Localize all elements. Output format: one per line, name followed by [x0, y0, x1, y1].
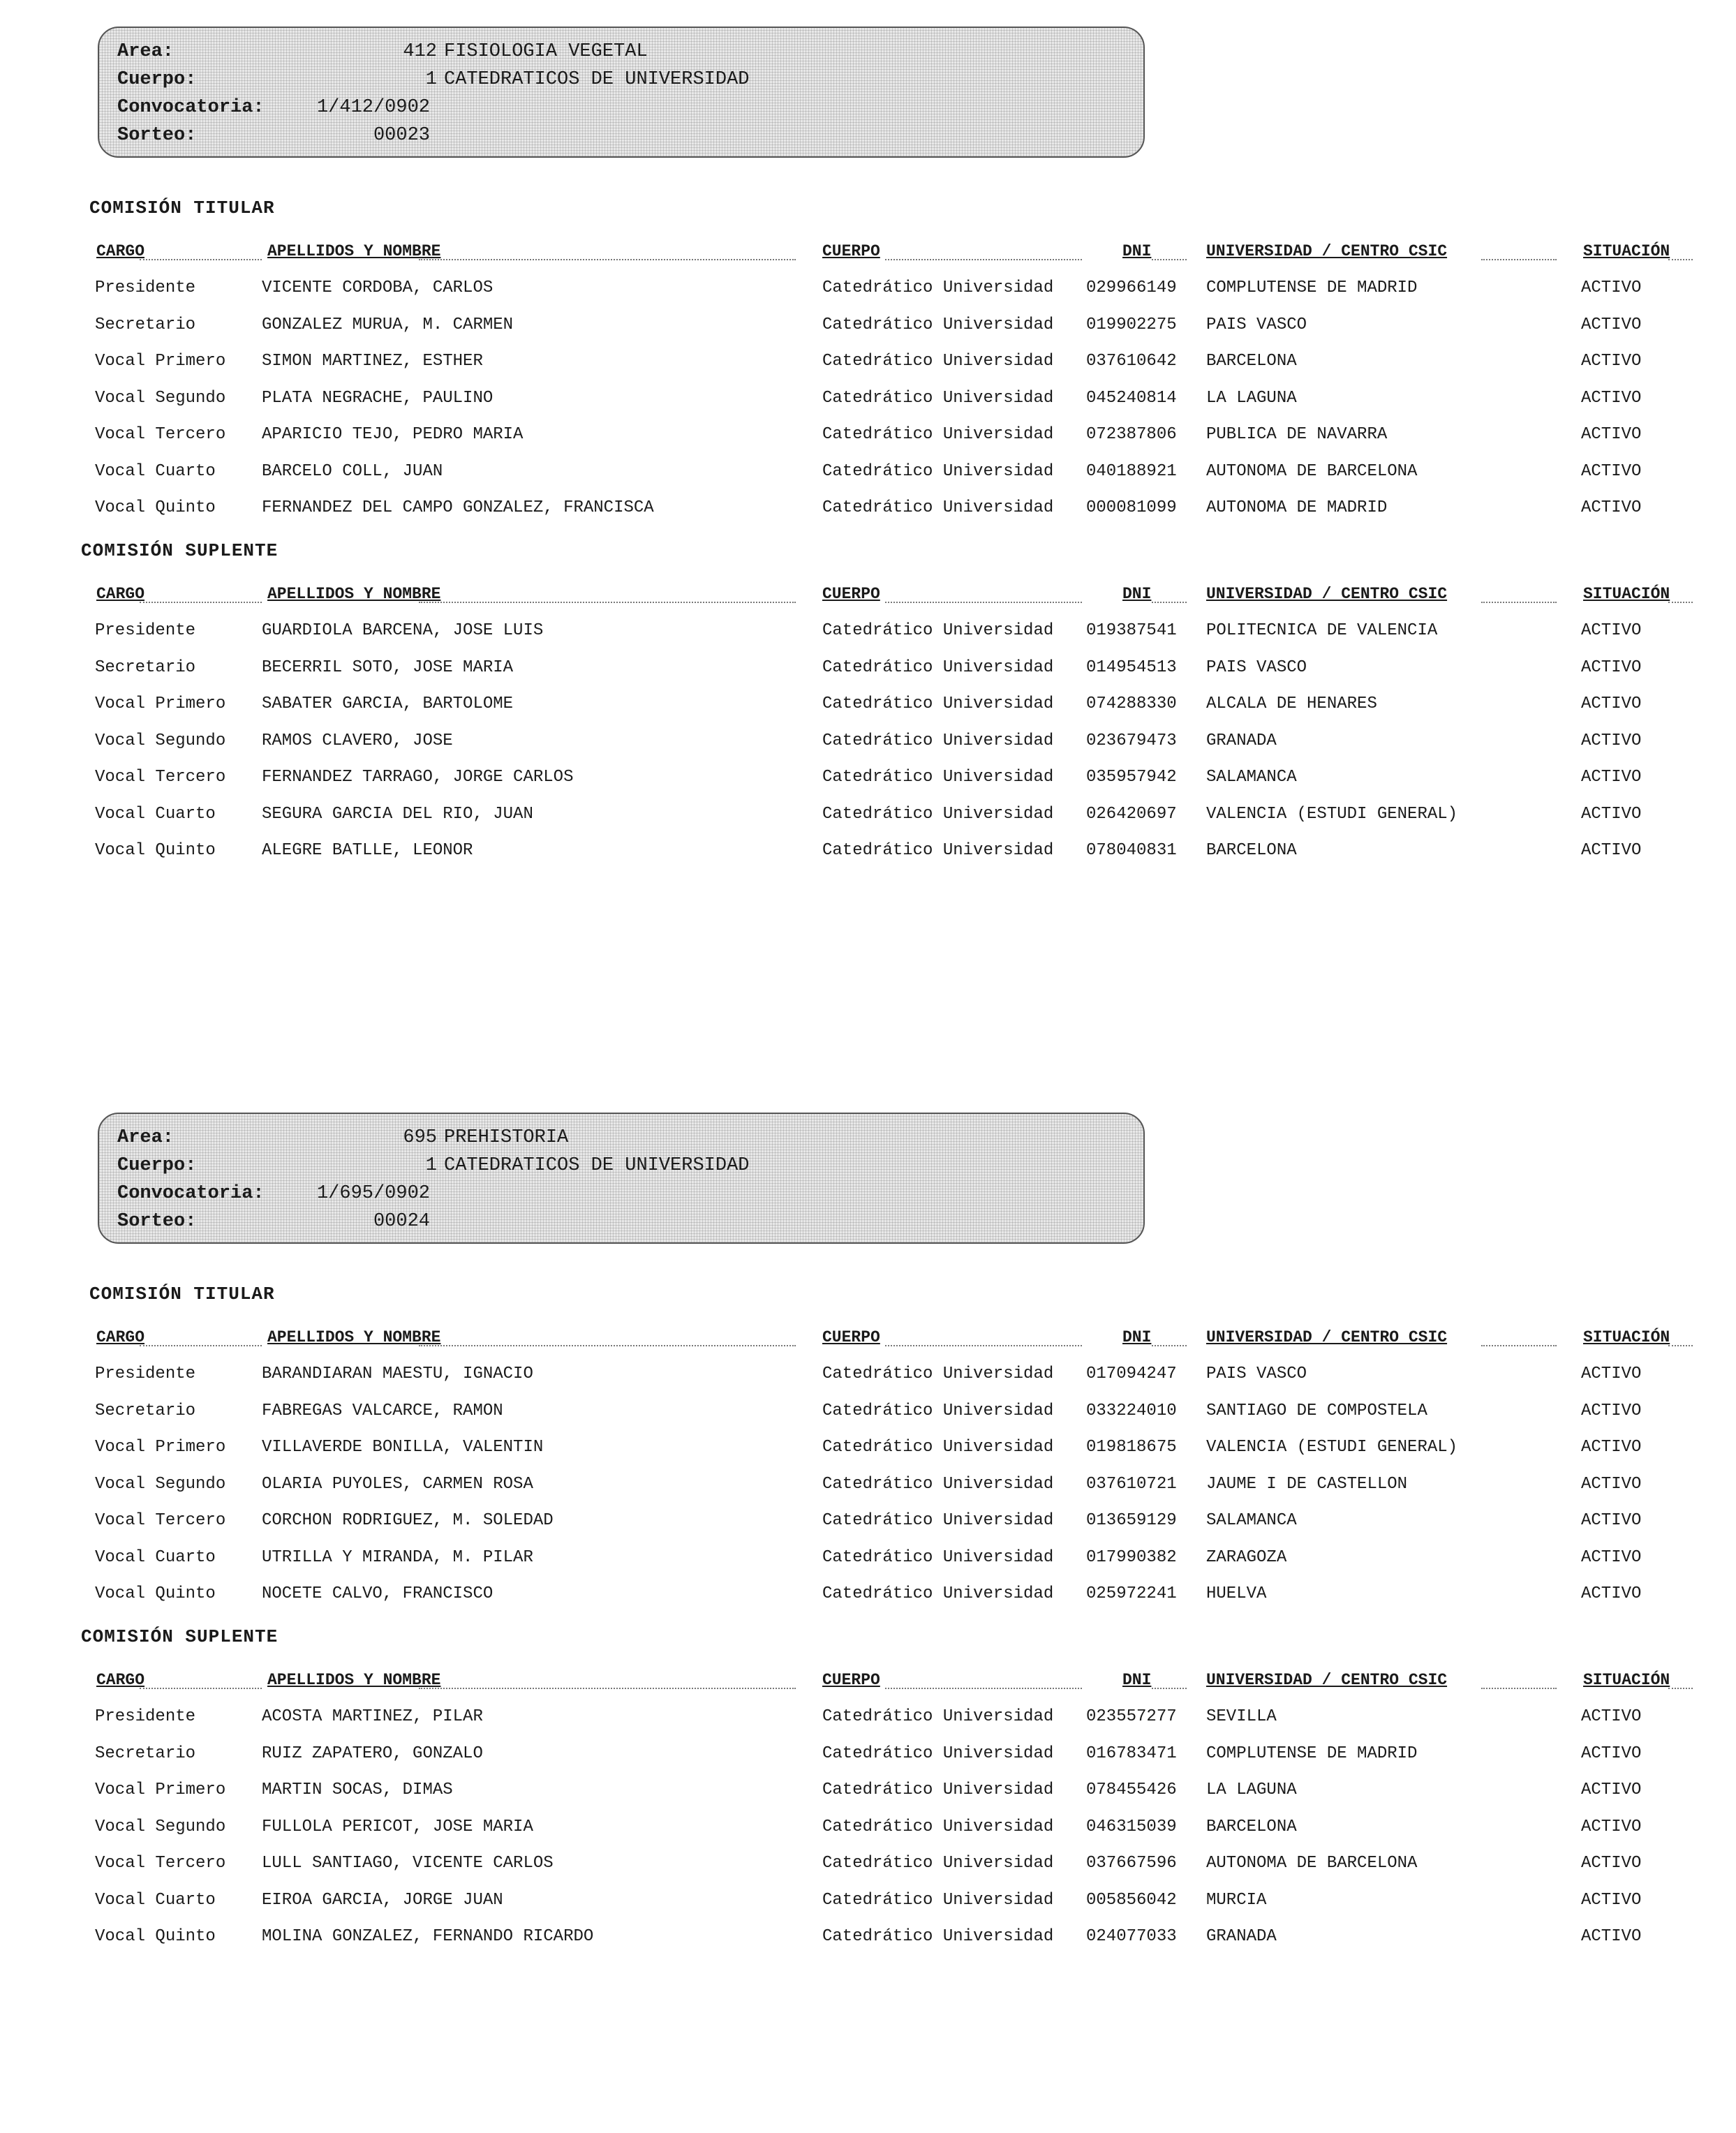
- convocatoria-header-row: [117, 1180, 1122, 1207]
- cell-dni: 017094247: [1086, 1365, 1177, 1383]
- cell-cuerpo: Catedrático Universidad: [822, 1438, 1054, 1457]
- cell-cargo: Vocal Tercero: [95, 1854, 226, 1873]
- cell-universidad: SALAMANCA: [1206, 768, 1297, 787]
- cell-cuerpo: Catedrático Universidad: [822, 804, 1054, 824]
- cell-dni: 017990382: [1086, 1547, 1177, 1567]
- header-leader-dots: [885, 602, 1082, 603]
- column-header-dni: DNI: [1122, 1328, 1152, 1346]
- column-header-universidad: UNIVERSIDAD / CENTRO CSIC: [1206, 1328, 1448, 1346]
- cell-nombre: VICENTE CORDOBA, CARLOS: [262, 278, 494, 297]
- cell-cuerpo: Catedrático Universidad: [822, 1707, 1054, 1726]
- comision-titular-title: COMISIÓN TITULAR: [89, 1284, 275, 1305]
- cell-universidad: GRANADA: [1206, 731, 1277, 750]
- cell-universidad: SALAMANCA: [1206, 1511, 1297, 1530]
- convocatoria-block: [0, 0, 1736, 1047]
- cell-nombre: EIROA GARCIA, JORGE JUAN: [262, 1890, 503, 1910]
- sorteo-value: 00024: [373, 1211, 430, 1232]
- cell-cargo: Secretario: [95, 1744, 196, 1763]
- header-leader-dots: [1481, 259, 1557, 260]
- column-header-dni: DNI: [1122, 1671, 1152, 1689]
- cell-universidad: JAUME I DE CASTELLON: [1206, 1474, 1408, 1494]
- column-header-situacion: SITUACIÓN: [1583, 242, 1670, 260]
- area-label: Area:: [117, 41, 175, 62]
- column-header-nombre: APELLIDOS Y NOMBRE: [267, 242, 441, 260]
- convocatoria-value: 1/412/0902: [316, 97, 430, 118]
- cell-cargo: Vocal Segundo: [95, 1817, 226, 1836]
- cell-situacion: ACTIVO: [1581, 731, 1642, 750]
- cell-cuerpo: Catedrático Universidad: [822, 1890, 1054, 1910]
- cell-nombre: ALEGRE BATLLE, LEONOR: [262, 841, 473, 860]
- cell-nombre: SABATER GARCIA, BARTOLOME: [262, 694, 514, 713]
- cell-nombre: BARCELO COLL, JUAN: [262, 461, 443, 481]
- header-leader-dots: [1668, 259, 1693, 260]
- cell-cuerpo: Catedrático Universidad: [822, 1365, 1054, 1383]
- cell-cuerpo: Catedrático Universidad: [822, 694, 1054, 713]
- cell-cargo: Presidente: [95, 621, 196, 640]
- cell-nombre: FULLOLA PERICOT, JOSE MARIA: [262, 1817, 533, 1836]
- cell-situacion: ACTIVO: [1581, 1707, 1642, 1726]
- column-header-universidad: UNIVERSIDAD / CENTRO CSIC: [1206, 585, 1448, 603]
- cell-situacion: ACTIVO: [1581, 1890, 1642, 1910]
- cell-situacion: ACTIVO: [1581, 425, 1642, 444]
- cell-cargo: Vocal Primero: [95, 352, 226, 371]
- header-leader-dots: [1152, 259, 1187, 260]
- header-leader-dots: [419, 1688, 796, 1689]
- cell-dni: 016783471: [1086, 1744, 1177, 1763]
- cell-nombre: MOLINA GONZALEZ, FERNANDO RICARDO: [262, 1927, 594, 1946]
- cell-situacion: ACTIVO: [1581, 621, 1642, 640]
- cuerpo-header-row: [117, 66, 1122, 94]
- cell-nombre: FABREGAS VALCARCE, RAMON: [262, 1401, 503, 1420]
- cell-cuerpo: Catedrático Universidad: [822, 425, 1054, 444]
- cell-dni: 046315039: [1086, 1817, 1177, 1836]
- cell-situacion: ACTIVO: [1581, 1817, 1642, 1836]
- cell-dni: 023557277: [1086, 1707, 1177, 1726]
- cell-situacion: ACTIVO: [1581, 1584, 1642, 1603]
- cell-dni: 040188921: [1086, 461, 1177, 481]
- cell-cuerpo: Catedrático Universidad: [822, 1474, 1054, 1494]
- cell-cuerpo: Catedrático Universidad: [822, 1927, 1054, 1946]
- cell-cuerpo: Catedrático Universidad: [822, 278, 1054, 297]
- cell-dni: 045240814: [1086, 388, 1177, 408]
- cell-universidad: PUBLICA DE NAVARRA: [1206, 425, 1388, 444]
- cell-dni: 033224010: [1086, 1401, 1177, 1420]
- cell-universidad: AUTONOMA DE BARCELONA: [1206, 1854, 1418, 1873]
- cell-nombre: GUARDIOLA BARCENA, JOSE LUIS: [262, 621, 544, 640]
- cell-cuerpo: Catedrático Universidad: [822, 1744, 1054, 1763]
- header-leader-dots: [885, 259, 1082, 260]
- cell-universidad: PAIS VASCO: [1206, 1365, 1307, 1383]
- cell-cuerpo: Catedrático Universidad: [822, 768, 1054, 787]
- cell-universidad: GRANADA: [1206, 1927, 1277, 1946]
- cell-nombre: SEGURA GARCIA DEL RIO, JUAN: [262, 804, 533, 824]
- header-leader-dots: [1152, 1688, 1187, 1689]
- cell-cuerpo: Catedrático Universidad: [822, 657, 1054, 677]
- cell-universidad: MURCIA: [1206, 1890, 1267, 1910]
- cell-cargo: Vocal Tercero: [95, 768, 226, 787]
- header-leader-dots: [1481, 602, 1557, 603]
- cell-cuerpo: Catedrático Universidad: [822, 1817, 1054, 1836]
- cell-cuerpo: Catedrático Universidad: [822, 1401, 1054, 1420]
- column-header-cuerpo: CUERPO: [822, 1671, 880, 1689]
- cell-universidad: PAIS VASCO: [1206, 657, 1307, 677]
- cell-nombre: RUIZ ZAPATERO, GONZALO: [262, 1744, 483, 1763]
- column-header-cargo: CARGO: [96, 1328, 145, 1346]
- cell-situacion: ACTIVO: [1581, 768, 1642, 787]
- cell-dni: 037667596: [1086, 1854, 1177, 1873]
- cell-situacion: ACTIVO: [1581, 1744, 1642, 1763]
- cell-universidad: POLITECNICA DE VALENCIA: [1206, 621, 1438, 640]
- cuerpo-value: 1: [425, 1155, 437, 1176]
- header-leader-dots: [1152, 602, 1187, 603]
- cell-cuerpo: Catedrático Universidad: [822, 352, 1054, 371]
- header-leader-dots: [140, 259, 262, 260]
- cell-cargo: Vocal Quinto: [95, 841, 216, 860]
- cell-cargo: Vocal Segundo: [95, 1474, 226, 1494]
- cell-nombre: FERNANDEZ DEL CAMPO GONZALEZ, FRANCISCA: [262, 498, 654, 517]
- cell-dni: 023679473: [1086, 731, 1177, 750]
- cell-nombre: VILLAVERDE BONILLA, VALENTIN: [262, 1438, 544, 1457]
- header-leader-dots: [140, 602, 262, 603]
- header-leader-dots: [885, 1688, 1082, 1689]
- convocatoria-block: [0, 1086, 1736, 2133]
- cell-cargo: Presidente: [95, 278, 196, 297]
- area-header-row: [117, 1124, 1122, 1152]
- cell-cuerpo: Catedrático Universidad: [822, 498, 1054, 517]
- cell-dni: 029966149: [1086, 278, 1177, 297]
- cell-cuerpo: Catedrático Universidad: [822, 461, 1054, 481]
- cell-dni: 035957942: [1086, 768, 1177, 787]
- header-leader-dots: [1152, 1345, 1187, 1346]
- cell-situacion: ACTIVO: [1581, 1438, 1642, 1457]
- area-description: FISIOLOGIA VEGETAL: [444, 41, 648, 62]
- cell-cuerpo: Catedrático Universidad: [822, 388, 1054, 408]
- cell-cargo: Vocal Cuarto: [95, 1547, 216, 1567]
- column-header-situacion: SITUACIÓN: [1583, 1328, 1670, 1346]
- cell-dni: 013659129: [1086, 1511, 1177, 1530]
- cell-situacion: ACTIVO: [1581, 388, 1642, 408]
- cell-nombre: RAMOS CLAVERO, JOSE: [262, 731, 453, 750]
- cell-nombre: FERNANDEZ TARRAGO, JORGE CARLOS: [262, 768, 574, 787]
- cell-universidad: COMPLUTENSE DE MADRID: [1206, 278, 1418, 297]
- cell-situacion: ACTIVO: [1581, 461, 1642, 481]
- cell-nombre: BECERRIL SOTO, JOSE MARIA: [262, 657, 514, 677]
- column-header-cuerpo: CUERPO: [822, 242, 880, 260]
- column-header-universidad: UNIVERSIDAD / CENTRO CSIC: [1206, 1671, 1448, 1689]
- area-label: Area:: [117, 1127, 175, 1148]
- comision-suplente-title: COMISIÓN SUPLENTE: [81, 1626, 279, 1647]
- cell-nombre: BARANDIARAN MAESTU, IGNACIO: [262, 1365, 533, 1383]
- cell-cargo: Vocal Tercero: [95, 425, 226, 444]
- cell-cargo: Presidente: [95, 1365, 196, 1383]
- cell-cuerpo: Catedrático Universidad: [822, 1547, 1054, 1567]
- cell-cargo: Secretario: [95, 315, 196, 334]
- column-header-dni: DNI: [1122, 585, 1152, 603]
- convocatoria-header-box: [98, 27, 1145, 158]
- cell-dni: 025972241: [1086, 1584, 1177, 1603]
- cell-situacion: ACTIVO: [1581, 804, 1642, 824]
- cell-situacion: ACTIVO: [1581, 1547, 1642, 1567]
- cell-nombre: CORCHON RODRIGUEZ, M. SOLEDAD: [262, 1511, 554, 1530]
- comision-suplente-title: COMISIÓN SUPLENTE: [81, 540, 279, 561]
- sorteo-header-row: [117, 121, 1122, 149]
- convocatoria-label: Convocatoria:: [117, 97, 265, 118]
- cell-cargo: Vocal Quinto: [95, 498, 216, 517]
- cell-cargo: Vocal Tercero: [95, 1511, 226, 1530]
- sorteo-label: Sorteo:: [117, 125, 197, 146]
- cell-nombre: UTRILLA Y MIRANDA, M. PILAR: [262, 1547, 533, 1567]
- cell-dni: 037610642: [1086, 352, 1177, 371]
- cell-situacion: ACTIVO: [1581, 1854, 1642, 1873]
- cell-situacion: ACTIVO: [1581, 352, 1642, 371]
- cell-dni: 024077033: [1086, 1927, 1177, 1946]
- area-description: PREHISTORIA: [444, 1127, 569, 1148]
- cuerpo-value: 1: [425, 69, 437, 90]
- column-header-nombre: APELLIDOS Y NOMBRE: [267, 1671, 441, 1689]
- column-header-cuerpo: CUERPO: [822, 585, 880, 603]
- convocatoria-label: Convocatoria:: [117, 1183, 265, 1204]
- cell-dni: 026420697: [1086, 804, 1177, 824]
- cell-dni: 019902275: [1086, 315, 1177, 334]
- cell-cargo: Vocal Quinto: [95, 1584, 216, 1603]
- cell-situacion: ACTIVO: [1581, 1781, 1642, 1799]
- cell-universidad: BARCELONA: [1206, 841, 1297, 860]
- column-header-situacion: SITUACIÓN: [1583, 1671, 1670, 1689]
- cell-cargo: Vocal Primero: [95, 694, 226, 713]
- area-value: 412: [403, 41, 437, 62]
- sorteo-label: Sorteo:: [117, 1211, 197, 1232]
- column-header-cargo: CARGO: [96, 585, 145, 603]
- cuerpo-description: CATEDRATICOS DE UNIVERSIDAD: [444, 1155, 750, 1176]
- column-header-cargo: CARGO: [96, 1671, 145, 1689]
- cell-situacion: ACTIVO: [1581, 841, 1642, 860]
- cell-nombre: GONZALEZ MURUA, M. CARMEN: [262, 315, 514, 334]
- cell-situacion: ACTIVO: [1581, 657, 1642, 677]
- cell-universidad: HUELVA: [1206, 1584, 1267, 1603]
- cuerpo-header-row: [117, 1152, 1122, 1180]
- header-leader-dots: [1668, 602, 1693, 603]
- cell-cargo: Vocal Cuarto: [95, 1890, 216, 1910]
- cell-universidad: AUTONOMA DE BARCELONA: [1206, 461, 1418, 481]
- cell-situacion: ACTIVO: [1581, 1927, 1642, 1946]
- cell-cargo: Presidente: [95, 1707, 196, 1726]
- convocatoria-header-box: [98, 1113, 1145, 1244]
- cell-cargo: Secretario: [95, 657, 196, 677]
- column-header-cargo: CARGO: [96, 242, 145, 260]
- cell-dni: 078455426: [1086, 1781, 1177, 1799]
- cell-universidad: ALCALA DE HENARES: [1206, 694, 1377, 713]
- column-header-universidad: UNIVERSIDAD / CENTRO CSIC: [1206, 242, 1448, 260]
- cuerpo-label: Cuerpo:: [117, 69, 197, 90]
- cuerpo-description: CATEDRATICOS DE UNIVERSIDAD: [444, 69, 750, 90]
- cell-situacion: ACTIVO: [1581, 315, 1642, 334]
- header-leader-dots: [1668, 1688, 1693, 1689]
- cell-nombre: MARTIN SOCAS, DIMAS: [262, 1781, 453, 1799]
- cell-universidad: BARCELONA: [1206, 352, 1297, 371]
- cell-cargo: Vocal Quinto: [95, 1927, 216, 1946]
- column-header-situacion: SITUACIÓN: [1583, 585, 1670, 603]
- cell-dni: 072387806: [1086, 425, 1177, 444]
- cell-universidad: ZARAGOZA: [1206, 1547, 1287, 1567]
- cell-universidad: LA LAGUNA: [1206, 388, 1297, 408]
- cell-situacion: ACTIVO: [1581, 1474, 1642, 1494]
- cell-situacion: ACTIVO: [1581, 694, 1642, 713]
- header-leader-dots: [1668, 1345, 1693, 1346]
- cell-nombre: PLATA NEGRACHE, PAULINO: [262, 388, 494, 408]
- cell-dni: 078040831: [1086, 841, 1177, 860]
- cell-dni: 019387541: [1086, 621, 1177, 640]
- cell-situacion: ACTIVO: [1581, 278, 1642, 297]
- cell-nombre: ACOSTA MARTINEZ, PILAR: [262, 1707, 483, 1726]
- cell-situacion: ACTIVO: [1581, 1401, 1642, 1420]
- cell-universidad: LA LAGUNA: [1206, 1781, 1297, 1799]
- cell-cargo: Vocal Segundo: [95, 731, 226, 750]
- cell-cuerpo: Catedrático Universidad: [822, 1584, 1054, 1603]
- cell-cuerpo: Catedrático Universidad: [822, 1511, 1054, 1530]
- header-leader-dots: [1481, 1345, 1557, 1346]
- cell-nombre: LULL SANTIAGO, VICENTE CARLOS: [262, 1854, 554, 1873]
- column-header-cuerpo: CUERPO: [822, 1328, 880, 1346]
- cell-nombre: APARICIO TEJO, PEDRO MARIA: [262, 425, 524, 444]
- cell-situacion: ACTIVO: [1581, 1511, 1642, 1530]
- cell-dni: 074288330: [1086, 694, 1177, 713]
- cell-dni: 037610721: [1086, 1474, 1177, 1494]
- cell-nombre: OLARIA PUYOLES, CARMEN ROSA: [262, 1474, 533, 1494]
- cell-nombre: NOCETE CALVO, FRANCISCO: [262, 1584, 494, 1603]
- cell-dni: 005856042: [1086, 1890, 1177, 1910]
- cell-universidad: BARCELONA: [1206, 1817, 1297, 1836]
- cell-nombre: SIMON MARTINEZ, ESTHER: [262, 352, 483, 371]
- cell-cuerpo: Catedrático Universidad: [822, 841, 1054, 860]
- header-leader-dots: [419, 259, 796, 260]
- cell-cuerpo: Catedrático Universidad: [822, 1854, 1054, 1873]
- column-header-dni: DNI: [1122, 242, 1152, 260]
- cell-universidad: VALENCIA (ESTUDI GENERAL): [1206, 804, 1458, 824]
- cuerpo-label: Cuerpo:: [117, 1155, 197, 1176]
- header-leader-dots: [419, 602, 796, 603]
- cell-cuerpo: Catedrático Universidad: [822, 1781, 1054, 1799]
- cell-cuerpo: Catedrático Universidad: [822, 731, 1054, 750]
- sorteo-value: 00023: [373, 125, 430, 146]
- cell-situacion: ACTIVO: [1581, 1365, 1642, 1383]
- header-leader-dots: [419, 1345, 796, 1346]
- cell-cargo: Secretario: [95, 1401, 196, 1420]
- convocatoria-value: 1/695/0902: [316, 1183, 430, 1204]
- cell-dni: 014954513: [1086, 657, 1177, 677]
- cell-cargo: Vocal Primero: [95, 1781, 226, 1799]
- cell-universidad: SANTIAGO DE COMPOSTELA: [1206, 1401, 1427, 1420]
- cell-dni: 000081099: [1086, 498, 1177, 517]
- area-header-row: [117, 38, 1122, 66]
- cell-universidad: PAIS VASCO: [1206, 315, 1307, 334]
- header-leader-dots: [1481, 1688, 1557, 1689]
- cell-cargo: Vocal Cuarto: [95, 804, 216, 824]
- header-leader-dots: [140, 1688, 262, 1689]
- cell-universidad: VALENCIA (ESTUDI GENERAL): [1206, 1438, 1458, 1457]
- cell-dni: 019818675: [1086, 1438, 1177, 1457]
- column-header-nombre: APELLIDOS Y NOMBRE: [267, 585, 441, 603]
- area-value: 695: [403, 1127, 437, 1148]
- cell-universidad: SEVILLA: [1206, 1707, 1277, 1726]
- convocatoria-header-row: [117, 94, 1122, 121]
- sorteo-header-row: [117, 1207, 1122, 1235]
- cell-cargo: Vocal Cuarto: [95, 461, 216, 481]
- header-leader-dots: [140, 1345, 262, 1346]
- comision-titular-title: COMISIÓN TITULAR: [89, 198, 275, 218]
- cell-universidad: COMPLUTENSE DE MADRID: [1206, 1744, 1418, 1763]
- cell-cuerpo: Catedrático Universidad: [822, 315, 1054, 334]
- cell-universidad: AUTONOMA DE MADRID: [1206, 498, 1388, 517]
- cell-situacion: ACTIVO: [1581, 498, 1642, 517]
- header-leader-dots: [885, 1345, 1082, 1346]
- column-header-nombre: APELLIDOS Y NOMBRE: [267, 1328, 441, 1346]
- cell-cargo: Vocal Segundo: [95, 388, 226, 408]
- cell-cargo: Vocal Primero: [95, 1438, 226, 1457]
- cell-cuerpo: Catedrático Universidad: [822, 621, 1054, 640]
